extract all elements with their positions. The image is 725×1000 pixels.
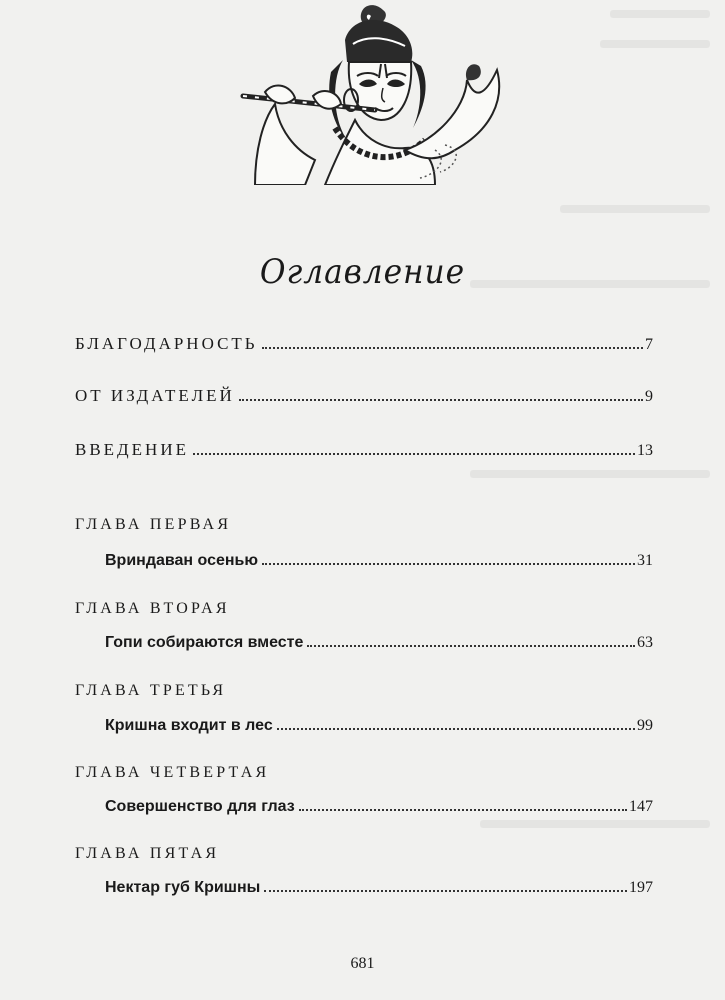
toc-entry[interactable] bbox=[105, 790, 653, 816]
chapter-heading: ГЛАВА ТРЕТЬЯ bbox=[75, 682, 227, 699]
toc-page-number: 63 bbox=[637, 634, 653, 651]
chapter-heading: ГЛАВА ЧЕТВЕРТАЯ bbox=[75, 764, 270, 781]
toc-entry-label: БЛАГОДАРНОСТЬ bbox=[75, 334, 258, 353]
toc-page-number: 13 bbox=[637, 442, 653, 459]
chapter-heading: ГЛАВА ПЕРВАЯ bbox=[75, 516, 232, 533]
dot-leader bbox=[307, 645, 635, 647]
dot-leader bbox=[239, 399, 643, 401]
bleed-through-line bbox=[610, 10, 710, 18]
bleed-through-line bbox=[600, 40, 710, 48]
toc-entry[interactable] bbox=[105, 871, 653, 897]
toc-entry-label: Нектар губ Кришны bbox=[105, 879, 261, 896]
dot-leader bbox=[277, 728, 635, 730]
chapter-heading: ГЛАВА ВТОРАЯ bbox=[75, 600, 230, 617]
bleed-through-line bbox=[480, 820, 710, 828]
toc-page-number: 99 bbox=[637, 717, 653, 734]
dot-leader bbox=[262, 563, 635, 565]
chapter-heading: ГЛАВА ПЯТАЯ bbox=[75, 845, 220, 862]
toc-page-number: 31 bbox=[637, 552, 653, 569]
toc-page-number: 197 bbox=[629, 879, 653, 896]
toc-page-number: 147 bbox=[629, 798, 653, 815]
toc-entry-label: ВВЕДЕНИЕ bbox=[75, 440, 189, 459]
toc-entry-label: ОТ ИЗДАТЕЛЕЙ bbox=[75, 386, 235, 405]
krishna-with-flute-illustration bbox=[235, 0, 515, 185]
bleed-through-line bbox=[560, 205, 710, 213]
dot-leader bbox=[299, 809, 627, 811]
toc-page-number: 9 bbox=[645, 388, 653, 405]
dot-leader bbox=[193, 453, 635, 455]
toc-entry[interactable] bbox=[75, 328, 653, 354]
dot-leader bbox=[264, 890, 627, 892]
toc-entry[interactable] bbox=[105, 709, 653, 735]
toc-entry-label: Кришна входит в лес bbox=[105, 717, 273, 734]
toc-page-number: 7 bbox=[645, 336, 653, 353]
toc-entry[interactable] bbox=[75, 380, 653, 406]
page-number: 681 bbox=[350, 955, 375, 972]
toc-entry[interactable] bbox=[105, 544, 653, 570]
dot-leader bbox=[262, 347, 643, 349]
toc-entry[interactable] bbox=[75, 434, 653, 460]
page-title: Оглавление bbox=[259, 252, 466, 292]
toc-entry[interactable] bbox=[105, 626, 653, 652]
toc-entry-label: Гопи собираются вместе bbox=[105, 634, 304, 651]
toc-entry-label: Вриндаван осенью bbox=[105, 552, 259, 569]
bleed-through-line bbox=[470, 470, 710, 478]
toc-entry-label: Совершенство для глаз bbox=[105, 798, 295, 815]
